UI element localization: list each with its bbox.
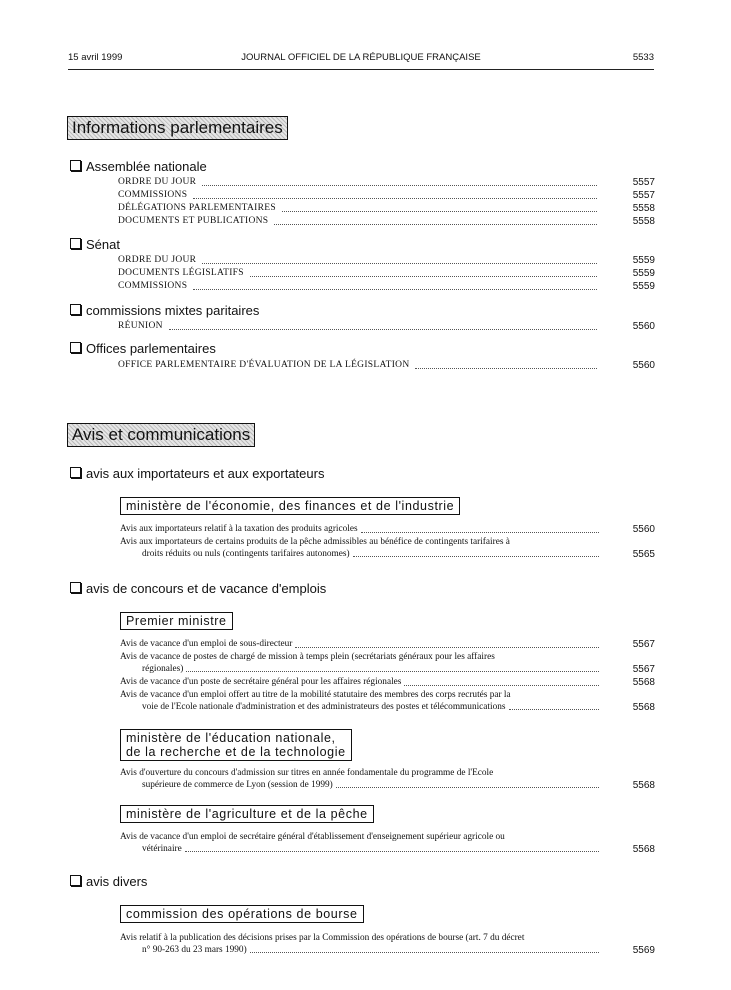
- toc-entry[interactable]: RÉUNION 5560: [118, 321, 655, 332]
- section-avis-concours: avis de concours et de vacance d'emplois: [70, 581, 326, 597]
- toc-entry[interactable]: COMMISSIONS 5557: [118, 190, 655, 201]
- avis-item[interactable]: Avis de vacance d'un emploi de secrétaire général d'établissement d'enseignement supérieur agricole ou vétérinaire 5568: [120, 832, 655, 855]
- toc-entry[interactable]: DÉLÉGATIONS PARLEMENTAIRES 5558: [118, 203, 655, 214]
- checkbox-square-icon: [70, 582, 81, 593]
- avis-item[interactable]: Avis de vacance d'un poste de secrétaire général pour les affaires régionales 5568: [120, 677, 655, 688]
- ministry-education-nationale: ministère de l'éducation nationale, de la recherche et de la technologie: [120, 729, 352, 761]
- section-avis-importateurs: avis aux importateurs et aux exportateurs: [70, 466, 324, 482]
- section-senat: Sénat: [70, 237, 120, 253]
- avis-item[interactable]: Avis de vacance de postes de chargé de mission à temps plein (secrétariats généraux pour les affaires régionales) 5567: [120, 652, 655, 675]
- checkbox-square-icon: [70, 342, 81, 353]
- toc-entry[interactable]: COMMISSIONS 5559: [118, 281, 655, 292]
- banner-avis-et-communications: Avis et communications: [67, 423, 255, 447]
- checkbox-square-icon: [70, 467, 81, 478]
- checkbox-square-icon: [70, 238, 81, 249]
- section-commissions-mixtes-paritaires: commissions mixtes paritaires: [70, 303, 259, 319]
- toc-entry[interactable]: DOCUMENTS ET PUBLICATIONS 5558: [118, 216, 655, 227]
- checkbox-square-icon: [70, 160, 81, 171]
- avis-item[interactable]: Avis d'ouverture du concours d'admission sur titres en année fondamentale du programme de l'Ecole supérieure de commerce de Lyon (session de 1999) 5568: [120, 768, 655, 791]
- toc-entry[interactable]: ORDRE DU JOUR 5557: [118, 177, 655, 188]
- page-number: 5533: [632, 52, 654, 63]
- ministry-premier-ministre: Premier ministre: [120, 612, 233, 630]
- avis-item[interactable]: Avis aux importateurs de certains produits de la pêche admissibles au bénéfice de contingents tarifaires à droits réduits ou nuls (contingents tarifaires autonomes) 5565: [120, 537, 655, 560]
- toc-entry[interactable]: ORDRE DU JOUR 5559: [118, 255, 655, 266]
- banner-informations-parlementaires: Informations parlementaires: [67, 116, 288, 140]
- avis-item[interactable]: Avis de vacance d'un emploi de sous-directeur 5567: [120, 639, 655, 650]
- ministry-commission-bourse: commission des opérations de bourse: [120, 905, 364, 923]
- section-avis-divers: avis divers: [70, 874, 147, 890]
- journal-title: JOURNAL OFFICIEL DE LA RÉPUBLIQUE FRANÇAISE: [241, 52, 481, 63]
- toc-entry[interactable]: OFFICE PARLEMENTAIRE D'ÉVALUATION DE LA LÉGISLATION 5560: [118, 360, 655, 371]
- ministry-economie: ministère de l'économie, des finances et de l'industrie: [120, 497, 460, 515]
- toc-entry[interactable]: DOCUMENTS LÉGISLATIFS 5559: [118, 268, 655, 279]
- checkbox-square-icon: [70, 875, 81, 886]
- avis-item[interactable]: Avis relatif à la publication des décisions prises par la Commission des opérations de bourse (art. 7 du décret n° 90-263 du 23 mars 1990) 5569: [120, 933, 655, 956]
- section-offices-parlementaires: Offices parlementaires: [70, 341, 216, 357]
- ministry-agriculture: ministère de l'agriculture et de la pêche: [120, 805, 374, 823]
- issue-date: 15 avril 1999: [68, 52, 123, 63]
- section-assemblee-nationale: Assemblée nationale: [70, 159, 207, 175]
- avis-item[interactable]: Avis aux importateurs relatif à la taxation des produits agricoles 5560: [120, 524, 655, 535]
- checkbox-square-icon: [70, 304, 81, 315]
- page-header: [68, 52, 654, 66]
- avis-item[interactable]: Avis de vacance d'un emploi offert au titre de la mobilité statutaire des membres des corps recrutés par la voie de l'Ecole nationale d'administration et des administrateurs des postes et télécommunications 5568: [120, 690, 655, 713]
- header-rule: [68, 69, 654, 70]
